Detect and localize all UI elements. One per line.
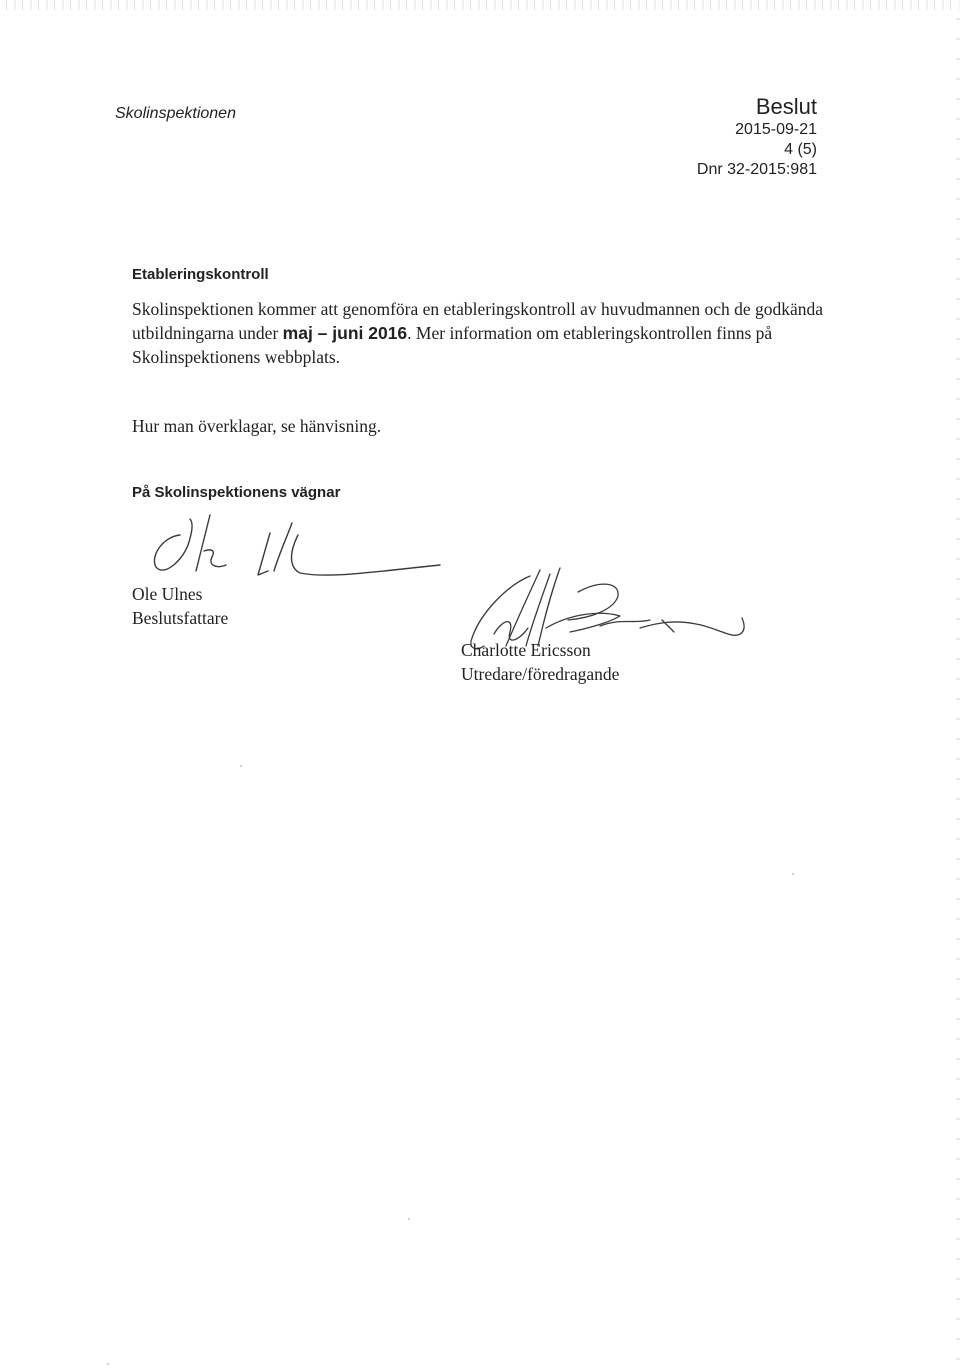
scan-edge-artifact-right (956, 0, 960, 1371)
body-paragraph (132, 297, 832, 369)
paragraph-text-1: Skolinspektionen kommer att genomföra en etableringskontroll av huvudmannen och de godkända utbildningarna under (132, 299, 824, 343)
signature-1-image (140, 505, 450, 585)
document-date: 2015-09-21 (735, 121, 817, 138)
scan-speck (240, 765, 242, 767)
scan-edge-artifact (0, 0, 960, 10)
scan-speck (408, 1218, 410, 1220)
signer-1-role: Beslutsfattare (132, 608, 229, 628)
paragraph-text-2: . Mer information om etableringskontrollen finns på Skolinspektionens webbplats. (132, 323, 773, 367)
appeal-note: Hur man överklagar, se hänvisning. (132, 416, 382, 436)
scan-speck (792, 873, 794, 875)
signer-1-name: Ole Ulnes (132, 584, 203, 604)
signer-2-name: Charlotte Ericsson (461, 640, 591, 660)
on-behalf-heading: På Skolinspektionens vägnar (132, 484, 341, 501)
signer-1-block (132, 582, 228, 630)
reference-number: Dnr 32-2015:981 (696, 161, 817, 178)
document-type: Beslut (755, 94, 817, 119)
signer-2-role: Utredare/föredragande (461, 664, 620, 684)
paragraph-bold-period: maj – juni 2016 (282, 323, 408, 343)
organization-name: Skolinspektionen (115, 105, 236, 122)
document-meta (697, 94, 817, 180)
scan-speck (107, 1363, 109, 1365)
page-number: 4 (5) (784, 141, 817, 158)
signer-2-block (461, 638, 619, 686)
section-heading: Etableringskontroll (132, 266, 269, 283)
